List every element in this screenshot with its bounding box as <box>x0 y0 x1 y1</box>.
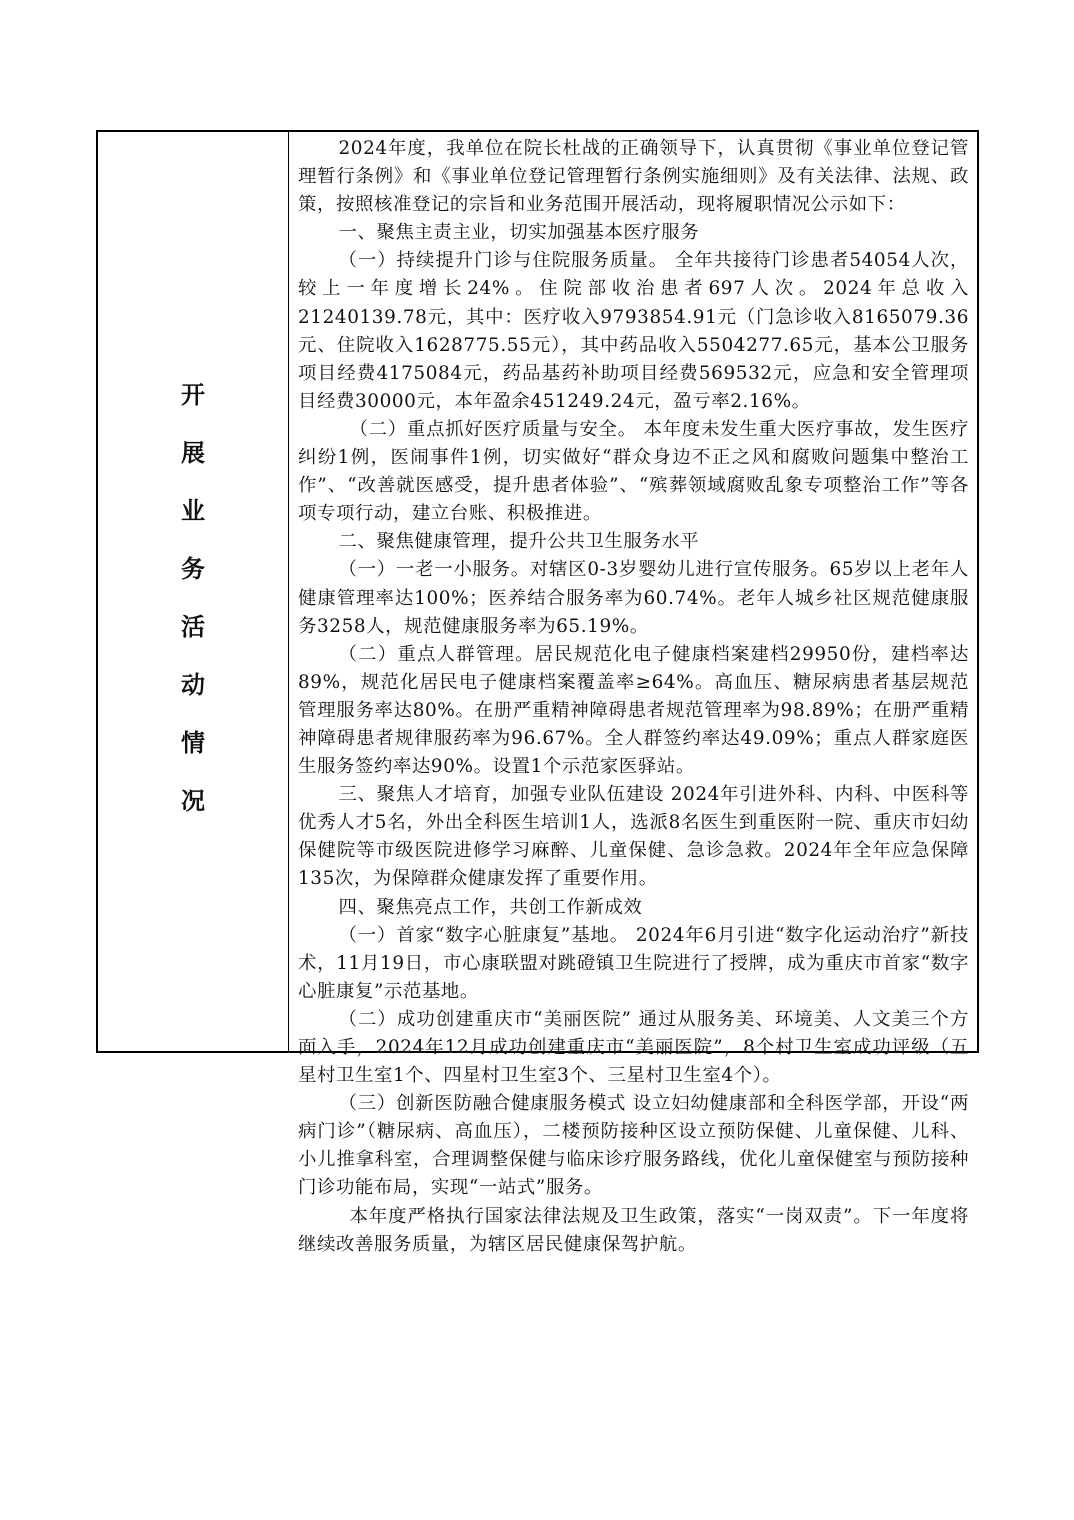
paragraph-beautiful-hospital: （二）成功创建重庆市“美丽医院” 通过从服务美、环境美、人文美三个方面入手，2024年12月成功创建重庆市“美丽医院”，8个村卫生室成功评级（五星村卫生室1个、四星村卫生室3个、三星村卫生室4个）。 <box>298 1008 969 1087</box>
paragraph-outpatient-services: （一）持续提升门诊与住院服务质量。 全年共接待门诊患者54054人次，较上一年度增长24%。住院部收治患者697人次。2024年总收入21240139.78元，其中：医疗收入9793854.91元（门急诊收入8165079.36元、住院收入1628775.55元），其中药品收入5504277.65元，基本公卫服务项目经费4175084元，药品基药补助项目经费569532元，应急和安全管理项目经费30000元，本年盈余451249.24元，盈亏率2.16%。 <box>298 250 969 412</box>
section-label-char: 业 <box>181 496 205 525</box>
paragraph-key-populations: （二）重点人群管理。居民规范化电子健康档案建档29950份，建档率达89%，规范化居民电子健康档案覆盖率≥64%。高血压、糖尿病患者基层规范管理服务率达80%。在册严重精神障碍患者规范管理率为98.89%；在册严重精神障碍患者规律服药率为96.67%。全人群签约率达49.09%；重点人群家庭医生服务签约率达90%。设置1个示范家医驿站。 <box>298 643 969 778</box>
section-label-cell <box>98 132 289 1051</box>
section-heading-3-paragraph: 三、聚焦人才培育，加强专业队伍建设 2024年引进外科、内科、中医科等优秀人才5名，外出全科医生培训1人，选派8名医生到重医附一院、重庆市妇幼保健院等市级医院进修学习麻醉、儿童保健、急诊急救。2024年全年应急保障135次，为保障群众健康发挥了重要作用。 <box>298 784 969 890</box>
section-label-char: 活 <box>181 612 205 641</box>
section-label-char: 务 <box>181 554 205 583</box>
paragraph-service-model: （三）创新医防融合健康服务模式 设立妇幼健康部和全科医学部，开设“两病门诊”（糖尿病、高血压），二楼预防接种区设立预防保健、儿童保健、儿科、小儿推拿科室，合理调整保健与临床诊疗服务路线，优化儿童保健室与预防接种门诊功能布局，实现“一站式”服务。 <box>298 1093 969 1199</box>
paragraph-elderly-children: （一）一老一小服务。对辖区0-3岁婴幼儿进行宣传服务。65岁以上老年人健康管理率达100%；医养结合服务率为60.74%。老年人城乡社区规范健康服务3258人，规范健康服务率为65.19%。 <box>298 559 969 637</box>
section-heading-1: 一、聚焦主责主业，切实加强基本医疗服务 <box>338 222 700 244</box>
section-label-char: 开 <box>181 380 205 409</box>
section-heading-2: 二、聚焦健康管理，提升公共卫生服务水平 <box>338 531 700 553</box>
section-label-char: 情 <box>181 728 205 757</box>
section-label-char: 展 <box>181 438 205 467</box>
report-table <box>96 130 979 1255</box>
section-label-char: 况 <box>181 786 205 815</box>
paragraph-medical-quality: （二）重点抓好医疗质量与安全。 本年度未发生重大医疗事故，发生医疗纠纷1例，医闹事件1例，切实做好“群众身边不正之风和腐败问题集中整治工作”、“改善就医感受，提升患者体验”、“殡葬领域腐败乱象专项整治工作”等各项专项行动，建立台账、积极推进。 <box>298 418 969 525</box>
paragraph-cardiac-rehab: （一）首家“数字心脏康复”基地。 2024年6月引进“数字化运动治疗”新技术，11月19日，市心康联盟对跳磴镇卫生院进行了授牌，成为重庆市首家“数字心脏康复”示范基地。 <box>298 924 969 1002</box>
intro-paragraph: 2024年度，我单位在院长杜战的正确领导下，认真贯彻《事业单位登记管理暂行条例》和《事业单位登记管理暂行条例实施细则》及有关法律、法规、政策，按照核准登记的宗旨和业务范围开展活动，现将履职情况公示如下： <box>298 138 969 216</box>
closing-paragraph: 本年度严格执行国家法律法规及卫生政策，落实“一岗双责”。下一年度将继续改善服务质量，为辖区居民健康保驾护航。 <box>298 1205 969 1255</box>
section-heading-4: 四、聚焦亮点工作，共创工作新成效 <box>338 896 643 918</box>
section-label <box>181 366 205 830</box>
section-label-char: 动 <box>181 670 205 699</box>
content-cell <box>289 132 977 1255</box>
